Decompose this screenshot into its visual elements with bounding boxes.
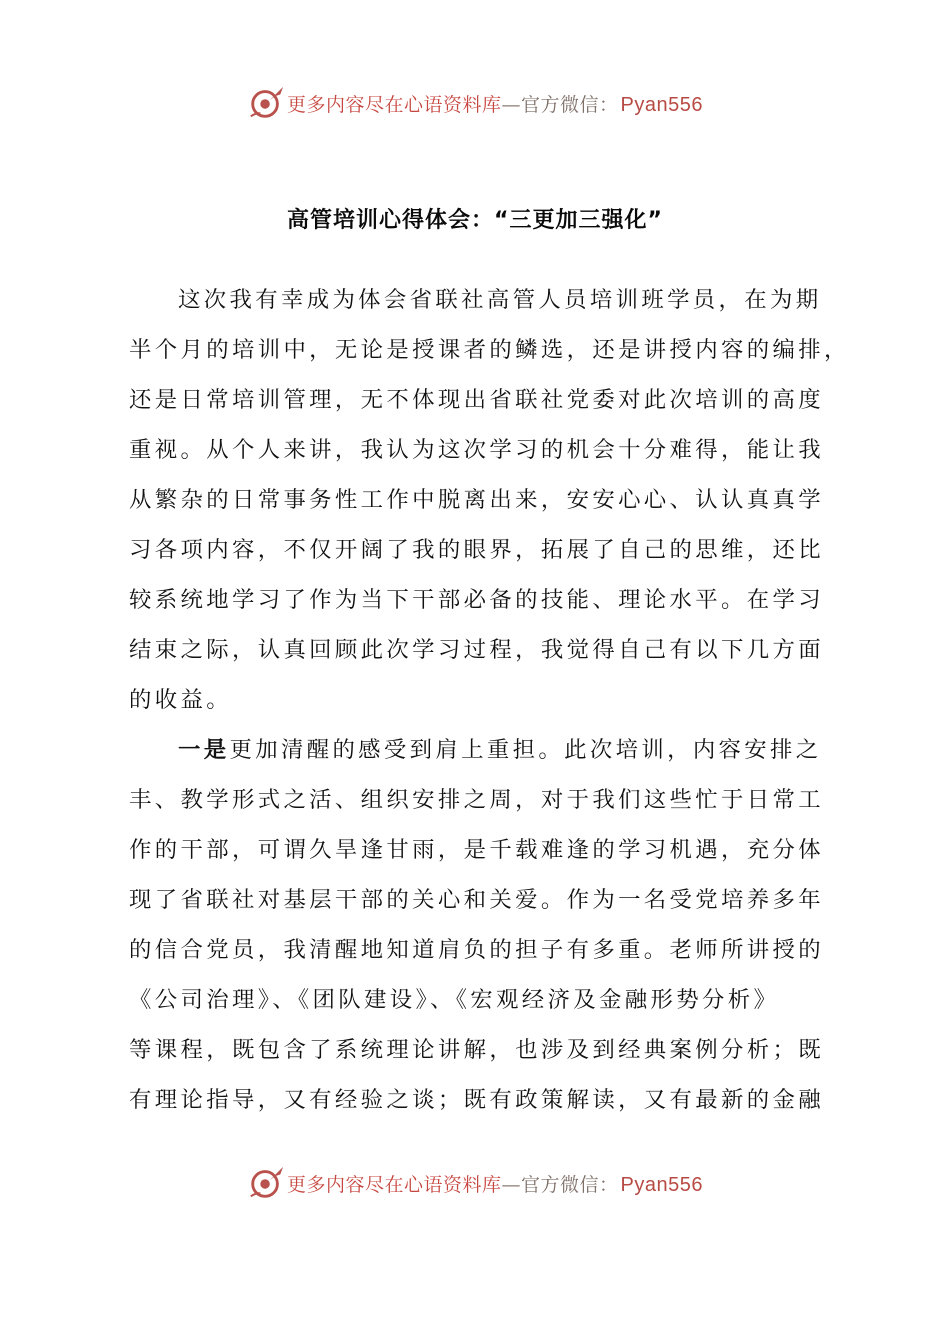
footer-watermark [0,1161,950,1205]
paragraph-line: 重视。从个人来讲，我认为这次学习的机会十分难得，能让我 [129,437,824,463]
paragraph-lead-bold: 一是 [178,737,230,763]
watermark-wechat-label: 官方微信： [521,1173,619,1196]
paragraph-line: 这次我有幸成为体会省联社高管人员培训班学员，在为期 [178,287,822,313]
header-watermark [0,81,950,125]
paragraph-line: 有理论指导，又有经验之谈；既有政策解读，又有最新的金融 [129,1087,824,1113]
paragraph-line-text: 更加清醒的感受到肩上重担。此次培训，内容安排之 [229,737,822,763]
paragraph-line [129,732,829,782]
paragraph-line: 习各项内容，不仅开阔了我的眼界，拓展了自己的思维，还比 [129,537,824,563]
watermark-main-text: 更多内容尽在心语资料库 [287,1173,502,1196]
watermark-main-text: 更多内容尽在心语资料库 [287,93,502,116]
paragraph-line: 作的干部，可谓久旱逢甘雨，是千载难逢的学习机遇，充分体 [129,837,824,863]
paragraph-line: 丰、教学形式之活、组织安排之周，对于我们这些忙于日常工 [129,787,824,813]
paragraph-line: 等课程，既包含了系统理论讲解，也涉及到经典案例分析；既 [129,1037,824,1063]
paragraph-line: 《公司治理》、《团队建设》、《宏观经济及金融形势分析》 [129,987,780,1013]
paragraph-line: 结束之际，认真回顾此次学习过程，我觉得自己有以下几方面 [129,637,824,663]
watermark-wechat-label: 官方微信： [521,93,619,116]
paragraph-line: 的收益。 [129,687,232,713]
watermark-wechat-id: Pyan556 [620,93,703,116]
paragraph-line: 较系统地学习了作为当下干部必备的技能、理论水平。在学习 [129,587,824,613]
paragraph-line: 还是日常培训管理，无不体现出省联社党委对此次培训的高度 [129,387,824,413]
paragraph-line: 现了省联社对基层干部的关心和关爱。作为一名受党培养多年 [129,887,824,913]
quill-logo-icon [247,84,285,122]
paragraph-line: 半个月的培训中，无论是授课者的鳞选，还是讲授内容的编排， [129,337,850,363]
paragraph-line: 从繁杂的日常事务性工作中脱离出来，安安心心、认认真真学 [129,487,824,513]
quill-logo-icon [247,1164,285,1202]
watermark-wechat-id: Pyan556 [620,1173,703,1196]
paragraph-line: 的信合党员，我清醒地知道肩负的担子有多重。老师所讲授的 [129,937,824,963]
watermark-dash: — [501,1173,522,1196]
document-title: 高管培训心得体会：“三更加三强化” [287,208,663,233]
watermark-dash: — [501,93,522,116]
document-body [129,282,850,1132]
